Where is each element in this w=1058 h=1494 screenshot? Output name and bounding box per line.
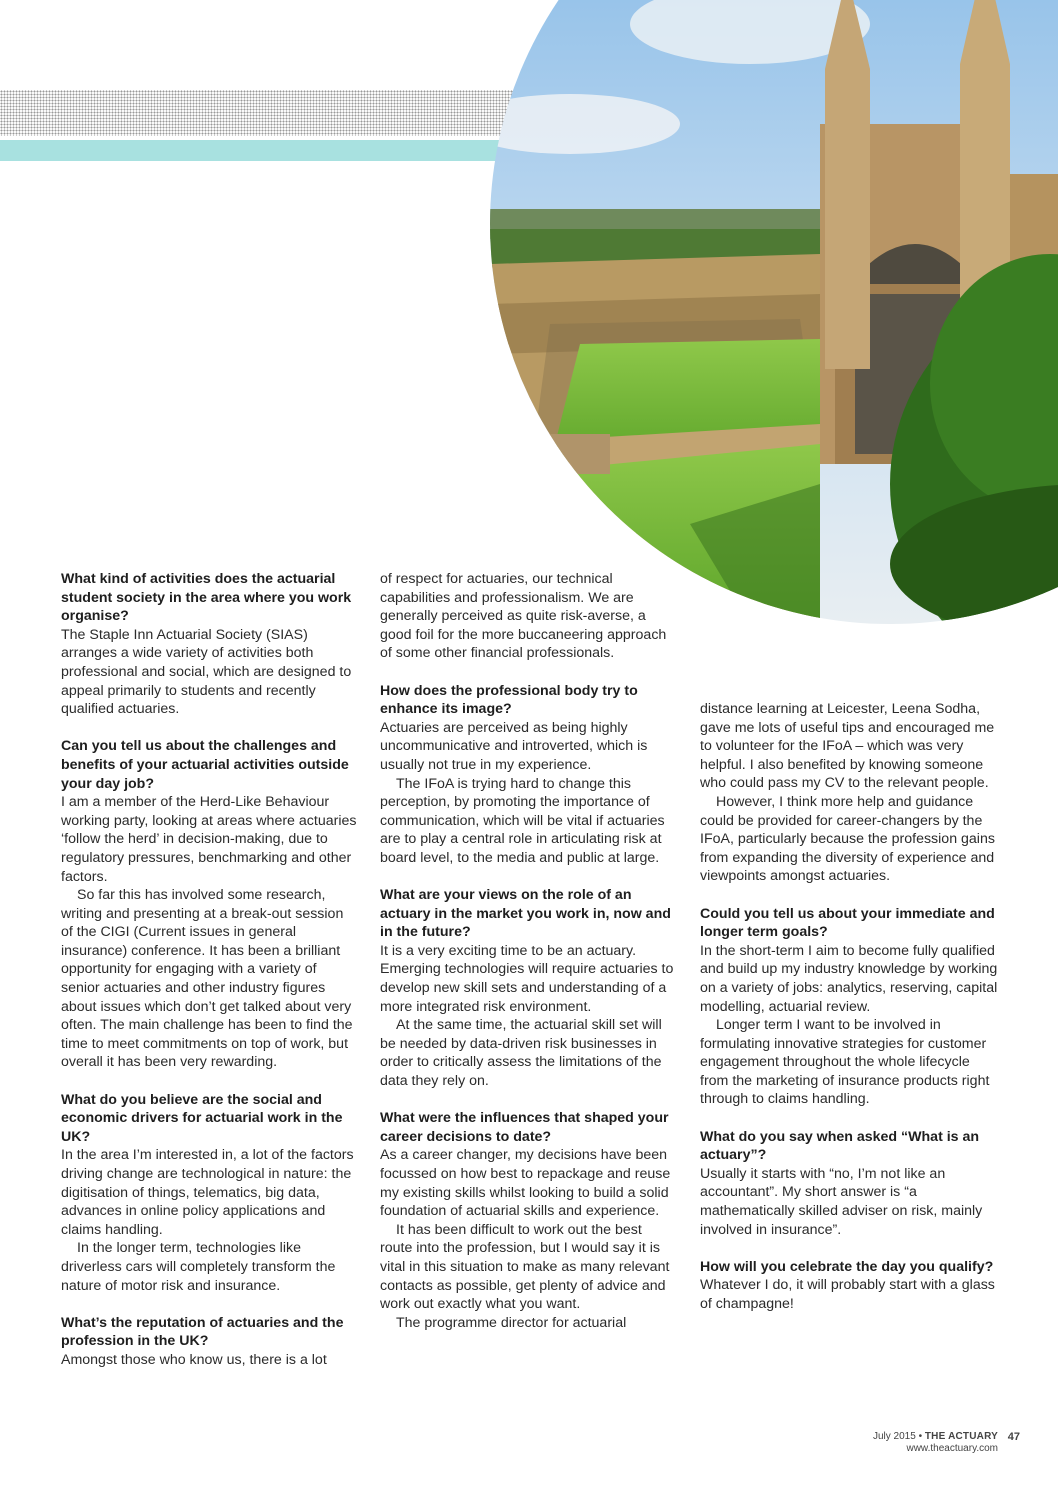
answer-paragraph: So far this has involved some research, writing and presenting at a break-out session of the CIGI (Current issues in general insurance) conference. It has been a brilliant opportunity for engaging with a variety of senior actuaries and other industry figures about issues which don’t get talked about very often. The main challenge has been to find the time to meet commitments on top of work, but overall it has been very rewarding. [61,887,353,1071]
answer-paragraph: In the longer term, technologies like driverless cars will completely transform the nature of motor risk and insurance. [61,1240,336,1294]
answer-paragraph: In the area I’m interested in, a lot of the factors driving change are technological in nature: the digitisation of things, telematics, big data, advances in online policy applications and claims handling. [61,1147,354,1238]
interview-question: What do you believe are the social and economic drivers for actuarial work in the UK? [61,1091,343,1145]
article-column-1 [61,570,359,1370]
paragraph-spacer [61,1072,359,1091]
paragraph-spacer [700,1239,998,1258]
answer-paragraph: The programme director for actuarial [396,1314,627,1331]
paragraph-spacer [380,1091,678,1110]
article-column-2 [380,570,678,1332]
accent-bar [0,140,530,161]
answer-paragraph: Actuaries are perceived as being highly uncommunicative and introverted, which is usually not true in my experience. [380,719,648,773]
footer-separator: • [918,1431,923,1442]
paragraph-spacer [61,1295,359,1314]
answer-paragraph: distance learning at Leicester, Leena Sodha, gave me lots of useful tips and encouraged me to volunteer for the IFoA – which was very helpful. I also benefited by knowing someone who could pass my CV to the relevant people. [700,701,995,792]
interview-question: What’s the reputation of actuaries and the profession in the UK? [61,1314,344,1350]
page-footer [872,1431,1020,1455]
footer-brand: THE ACTUARY [924,1431,998,1442]
footer-url: www.theactuary.com [906,1443,998,1454]
answer-paragraph: I am a member of the Herd-Like Behaviour working party, looking at areas where actuaries ‘follow the herd’ in decision-making, due to regulatory pressures, benchmarking and other factors. [61,794,357,885]
paragraph-spacer [380,868,678,887]
answer-paragraph: However, I think more help and guidance could be provided for career-changers by the IFoA, particularly because the profession gains from expanding the diversity of experience and viewpoints amongst actuaries. [700,793,995,885]
answer-paragraph: Longer term I want to be involved in formulating innovative strategies for customer engagement throughout the whole lifecycle from the marketing of insurance products right through to claims handling. [700,1017,990,1108]
paragraph-spacer [700,886,998,905]
answer-paragraph: The Staple Inn Actuarial Society (SIAS) arranges a wide variety of activities both professional and social, which are designed to appeal primarily to students and recently qualified actuaries. [61,626,352,718]
interview-question: What do you say when asked “What is an actuary”? [700,1128,980,1164]
interview-question: What were the influences that shaped your career decisions to date? [380,1110,669,1145]
paragraph-spacer [380,663,678,682]
article-column-3 [700,700,998,1314]
answer-paragraph: It is a very exciting time to be an actuary. Emerging technologies will require actuaries to develop new skill sets and understanding of a more integrated risk environment. [380,942,674,1015]
answer-paragraph: In the short-term I aim to become fully qualified and build up my industry knowledge by working on a variety of jobs: analytics, reserving, capital modelling, actuarial review. [700,942,998,1015]
paragraph-spacer [61,719,359,738]
dot-pattern-band [0,90,530,136]
footer-issue-line [873,1431,998,1443]
answer-paragraph: Whatever I do, it will probably start with a glass of champagne! [700,1277,995,1312]
interview-question: What are your views on the role of an actuary in the market you work in, now and in the future? [380,887,671,941]
answer-paragraph: of respect for actuaries, our technical capabilities and professionalism. We are generally perceived as quite risk-averse, a good foil for the more buccaneering approach of some other financial professionals. [380,571,667,662]
interview-question: What kind of activities does the actuarial student society in the area where you work organise? [61,571,352,625]
answer-paragraph: Usually it starts with “no, I’m not like an accountant”. My short answer is “a mathematically skilled adviser on risk, mainly involved in insurance”. [700,1165,983,1238]
answer-paragraph: As a career changer, my decisions have been focussed on how best to repackage and reuse my existing skills whilst looking to build a solid foundation of actuarial skills and experience. [380,1147,671,1220]
interview-question: Can you tell us about the challenges and benefits of your actuarial activities outside your day job? [61,738,349,792]
answer-paragraph: It has been difficult to work out the best route into the profession, but I would say it is vital in this situation to make as many relevant contacts as possible, get plenty of advice and work out exactly what you want. [380,1221,670,1313]
interview-question: How will you celebrate the day you qualify? [700,1258,994,1275]
answer-paragraph: Amongst those who know us, there is a lot [61,1351,327,1368]
answer-paragraph: The IFoA is trying hard to change this perception, by promoting the importance of communication, which will be vital if actuaries are to play a central role in articulating risk at board level, to the media and public at large. [380,775,665,866]
footer-date: July 2015 [872,1431,916,1442]
page-number: 47 [1007,1431,1020,1443]
answer-paragraph: At the same time, the actuarial skill set will be needed by data-driven risk businesses in order to critically assess the limitations of the data they rely on. [380,1017,662,1090]
interview-question: Could you tell us about your immediate and longer term goals? [700,905,995,941]
college-photo-illustration [490,0,1058,624]
interview-question: How does the professional body try to enhance its image? [380,682,638,718]
paragraph-spacer [700,1109,998,1128]
header-photo [490,0,1058,624]
